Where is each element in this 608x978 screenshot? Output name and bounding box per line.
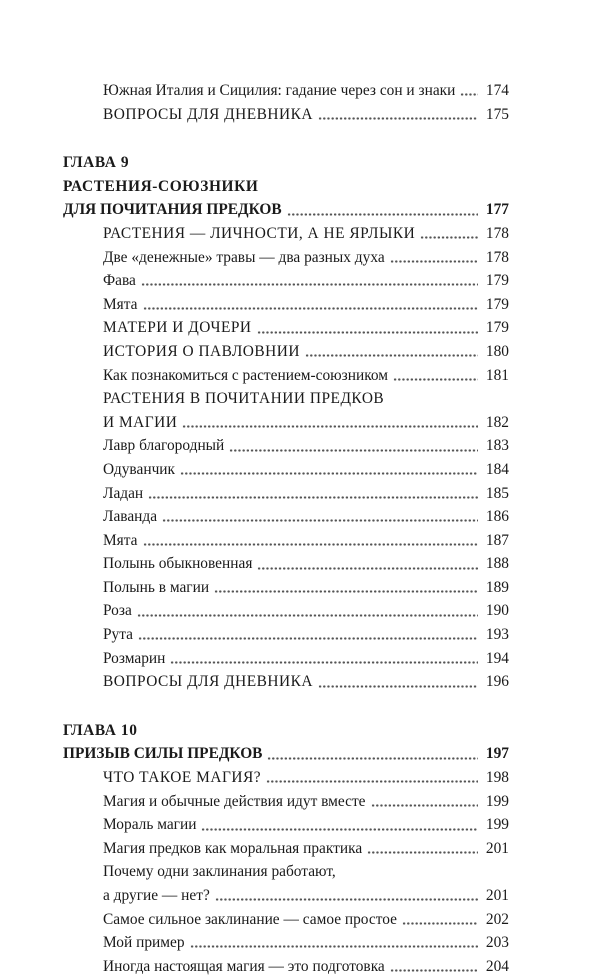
dot-leader [305,353,478,358]
toc-entry[interactable] [63,434,509,458]
entry-title: Магия и обычные действия идут вместе [103,792,366,810]
page-number: 177 [485,201,509,219]
entry-title: Мой пример [103,934,185,952]
entry-title-line-1: Почему одни заклинания работают, [103,863,336,881]
page-number: 196 [485,673,509,691]
entry-title: Мораль магии [103,816,197,834]
page-number: 193 [485,626,509,644]
toc-entry[interactable] [63,647,509,671]
entry-title-line-2: а другие — нет? [103,887,210,904]
toc-entry-multiline[interactable] [63,387,509,411]
entry-title: Розмарин [103,649,166,667]
dot-leader [267,756,478,761]
entry-title: Роза [103,602,132,620]
dot-leader [162,518,478,523]
page-number: 197 [485,745,509,763]
dot-leader [190,944,478,949]
entry-title: ВОПРОСЫ ДЛЯ ДНЕВНИКА [103,105,314,123]
dot-leader [318,116,478,121]
entry-title: Самое сильное заклинание — самое простое [103,910,397,928]
page-number: 201 [485,887,509,904]
entry-title: Фава [103,272,136,290]
dot-leader [318,684,478,689]
entry-title: ЧТО ТАКОЕ МАГИЯ? [103,769,262,787]
dot-leader [214,589,478,594]
dot-leader [402,921,478,926]
dot-leader [141,282,478,287]
dot-leader [182,424,478,429]
dot-leader [143,542,478,547]
page-number: 203 [485,934,509,952]
dot-leader [215,897,478,902]
entry-title: Рута [103,626,133,644]
toc-entry[interactable] [63,623,509,647]
toc-entry[interactable] [63,529,509,553]
dot-leader [420,235,478,240]
page-number: 181 [485,366,509,384]
page-number: 179 [485,272,509,290]
dot-leader [138,636,478,641]
dot-leader [257,330,478,335]
page-number: 180 [485,342,509,360]
toc-entry[interactable] [63,316,509,340]
page-number: 179 [485,295,509,313]
entry-title-line-1: РАСТЕНИЯ В ПОЧИТАНИИ ПРЕДКОВ [103,390,385,408]
page-number: 182 [485,413,509,431]
dot-leader [180,471,478,476]
toc-entry[interactable] [63,766,509,790]
toc-entry[interactable] [63,837,509,861]
page-number: 201 [485,839,509,857]
toc-entry[interactable] [63,670,509,694]
chapter-9-title-line-1: РАСТЕНИЯ-СОЮЗНИКИ [63,177,259,195]
dot-leader [170,660,478,665]
page-number: 194 [485,649,509,667]
toc-entry[interactable] [63,269,509,293]
toc-entry-multiline[interactable] [63,860,509,884]
page-number: 198 [485,769,509,787]
dot-leader [367,850,478,855]
toc-entry[interactable] [63,340,509,364]
toc-entry[interactable] [63,364,509,388]
entry-title: МАТЕРИ И ДОЧЕРИ [103,319,252,337]
toc-entry[interactable] [63,103,509,127]
toc-entry[interactable] [63,458,509,482]
toc-entry[interactable] [63,482,509,506]
page-number: 174 [485,82,509,99]
page-number: 187 [485,531,509,549]
entry-title: Ладан [103,484,144,502]
dot-leader [229,448,478,453]
spacer [63,126,509,151]
dot-leader [460,92,478,97]
toc-entry[interactable] [63,222,509,246]
page-number: 190 [485,602,509,620]
page-number: 183 [485,437,509,455]
page-number: 178 [485,248,509,266]
toc-entry-multiline-end[interactable] [63,884,509,908]
page-number: 204 [485,957,509,975]
chapter-10-entries-2 [63,908,509,978]
toc-entry[interactable] [63,552,509,576]
chapter-10-label: ГЛАВА 10 [63,721,138,739]
entry-title: Две «денежные» травы — два разных духа [103,248,385,266]
toc-entry[interactable] [63,576,509,600]
entry-title: Лавр благородный [103,437,225,455]
toc-entry-multiline-end[interactable] [63,411,509,435]
toc-entry[interactable] [63,505,509,529]
entry-title: Лаванда [103,508,158,526]
page-number: 202 [485,910,509,928]
dot-leader [137,613,478,618]
page-number: 175 [485,105,509,123]
dot-leader [393,377,478,382]
chapter-9-entries [63,222,509,387]
chapter-9-label: ГЛАВА 9 [63,154,130,172]
toc-entry[interactable] [63,790,509,814]
chapter-10-title-entry[interactable] [63,742,509,766]
toc-entry[interactable] [63,293,509,317]
table-of-contents [63,79,509,978]
page-number: 199 [485,816,509,834]
toc-entry[interactable] [63,246,509,270]
chapter-10-title: ПРИЗЫВ СИЛЫ ПРЕДКОВ [63,745,263,763]
entry-title: Иногда настоящая магия — это подготовка [103,957,385,975]
page-number: 189 [485,578,509,596]
spacer [63,694,509,719]
dot-leader [201,827,478,832]
page-number: 178 [485,224,509,242]
dot-leader [390,968,478,973]
entry-title: РАСТЕНИЯ — ЛИЧНОСТИ, А НЕ ЯРЛЫКИ [103,224,416,242]
dot-leader [143,306,478,311]
entry-title-line-2: И МАГИИ [103,413,178,431]
entry-title: Как познакомиться с растением-союзником [103,366,389,384]
toc-entry[interactable] [63,599,509,623]
page-number: 185 [485,484,509,502]
dot-leader [390,259,478,264]
chapter-10-entries [63,766,509,860]
dot-leader [148,495,478,500]
dot-leader [266,779,478,784]
entry-title: ИСТОРИЯ О ПАВЛОВНИИ [103,342,301,360]
entry-title: Южная Италия и Сицилия: гадание через сон и знаки [103,82,456,99]
entry-title: Мята [103,531,138,549]
toc-entry[interactable] [63,908,509,932]
chapter-9-title-entry[interactable] [63,198,509,222]
intro-entries [63,79,509,126]
dot-leader [257,566,478,571]
dot-leader [371,803,478,808]
toc-entry[interactable] [63,931,509,955]
chapter-9-title-line-2: ДЛЯ ПОЧИТАНИЯ ПРЕДКОВ [63,201,282,219]
page-number: 199 [485,792,509,810]
chapter-9-entries-2 [63,434,509,694]
entry-title: Одуванчик [103,460,176,478]
entry-title: Полынь в магии [103,578,210,596]
toc-entry[interactable] [63,79,509,103]
toc-entry[interactable] [63,813,509,837]
toc-entry[interactable] [63,955,509,978]
page-number: 184 [485,460,509,478]
entry-title: Полынь обыкновенная [103,555,253,573]
page-number: 179 [485,319,509,337]
dot-leader [287,212,478,217]
entry-title: Магия предков как моральная практика [103,839,363,857]
entry-title: Мята [103,295,138,313]
entry-title: ВОПРОСЫ ДЛЯ ДНЕВНИКА [103,673,314,691]
page-number: 188 [485,555,509,573]
page-number: 186 [485,508,509,526]
